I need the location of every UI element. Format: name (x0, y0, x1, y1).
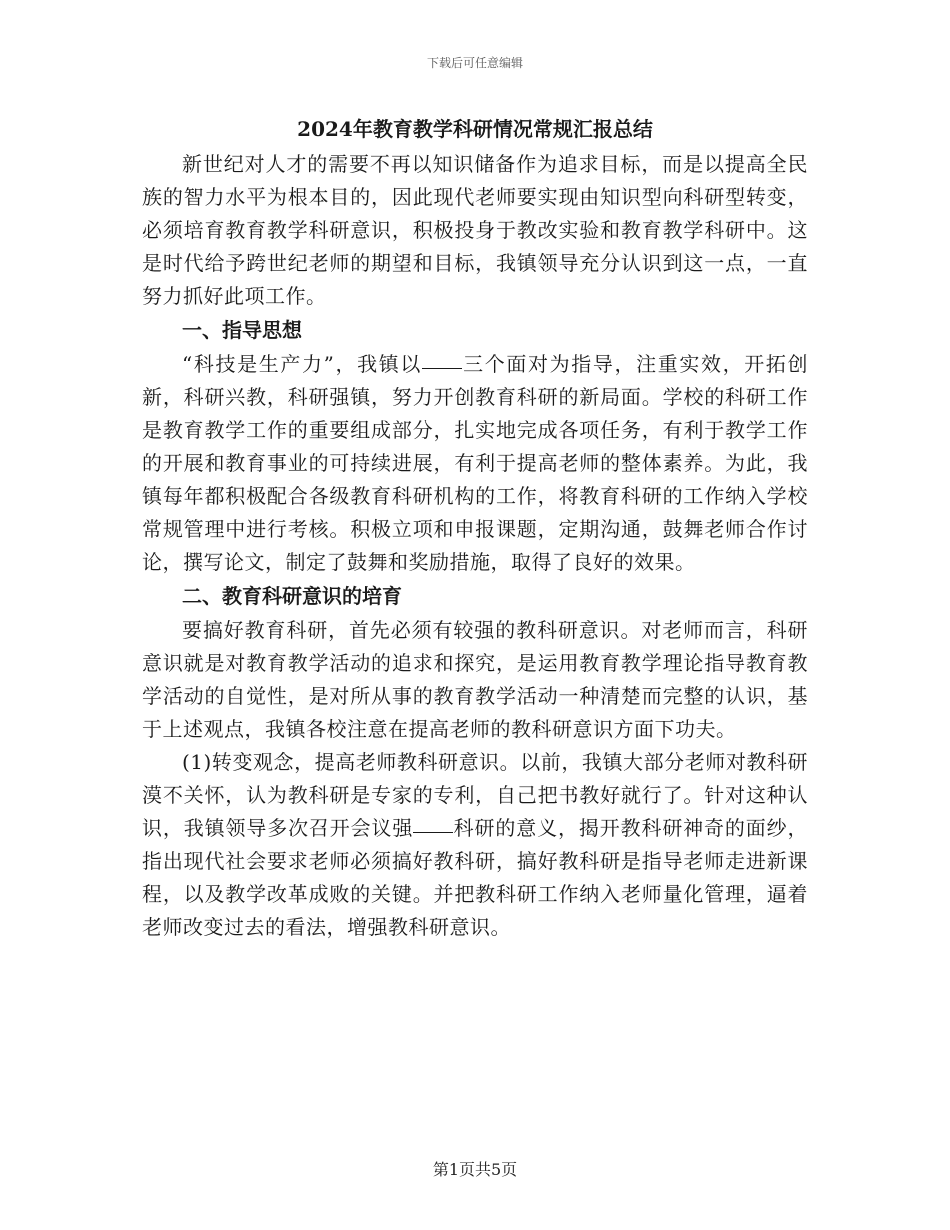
intro-paragraph: 新世纪对人才的需要不再以知识储备作为追求目标，而是以提高全民族的智力水平为根本目的，因此现代老师要实现由知识型向科研型转变，必须培育教育教学科研意识，积极投身于教改实验和教育教学科研中。这是时代给予跨世纪老师的期望和目标，我镇领导充分认识到这一点，一直努力抓好此项工作。 (142, 152, 808, 308)
blank-underline (413, 831, 453, 833)
section-2-heading: 二、教育科研意识的培育 (182, 584, 402, 608)
document-title: 2024年教育教学科研情况常规汇报总结 (297, 117, 653, 141)
section-1-paragraph (142, 348, 808, 579)
page-footer: 第1页共5页 (432, 1160, 518, 1179)
section-2-paragraph: 要搞好教育科研，首先必须有较强的教科研意识。对老师而言，科研意识就是对教育教学活动的追求和探究，是运用教育教学理论指导教育教学活动的自觉性，是对所从事的教育教学活动一种清楚而完整的认识，基于上述观点，我镇各校注意在提高老师的教科研意识方面下功夫。 (142, 618, 808, 741)
document-body (142, 112, 808, 944)
blank-underline (422, 367, 462, 369)
section-1-heading: 一、指导思想 (182, 318, 302, 342)
header-note: 下载后可任意编辑 (426, 56, 523, 70)
item-1-text-b: 科研的意义，揭开教科研神奇的面纱，指出现代社会要求老师必须搞好教科研，搞好教科研是指导老师走进新课程，以及教学改革成败的关键。并把教科研工作纳入老师量化管理，逼着老师改变过去的看法，增强教科研意识。 (142, 816, 809, 939)
section-1-text-b: 三个面对为指导，注重实效，开拓创新，科研兴教，科研强镇，努力开创教育科研的新局面。学校的科研工作是教育教学工作的重要组成部分，扎实地完成各项任务，有利于教学工作的开展和教育事业的可持续进展，有利于提高老师的整体素养。为此，我镇每年都积极配合各级教育科研机构的工作，将教育科研的工作纳入学校常规管理中进行考核。积极立项和申报课题，定期沟通，鼓舞老师合作讨论，撰写论文，制定了鼓舞和奖励措施，取得了良好的效果。 (142, 352, 809, 574)
item-1-paragraph (142, 746, 808, 944)
section-1-text-a: “科技是生产力”，我镇以 (182, 352, 422, 376)
item-1-text-a: (1)转变观念，提高老师教科研意识。以前，我镇大部分老师对教科研漠不关怀，认为教科研是专家的专利，自己把书教好就行了。针对这种认识，我镇领导多次召开会议强 (142, 750, 808, 840)
